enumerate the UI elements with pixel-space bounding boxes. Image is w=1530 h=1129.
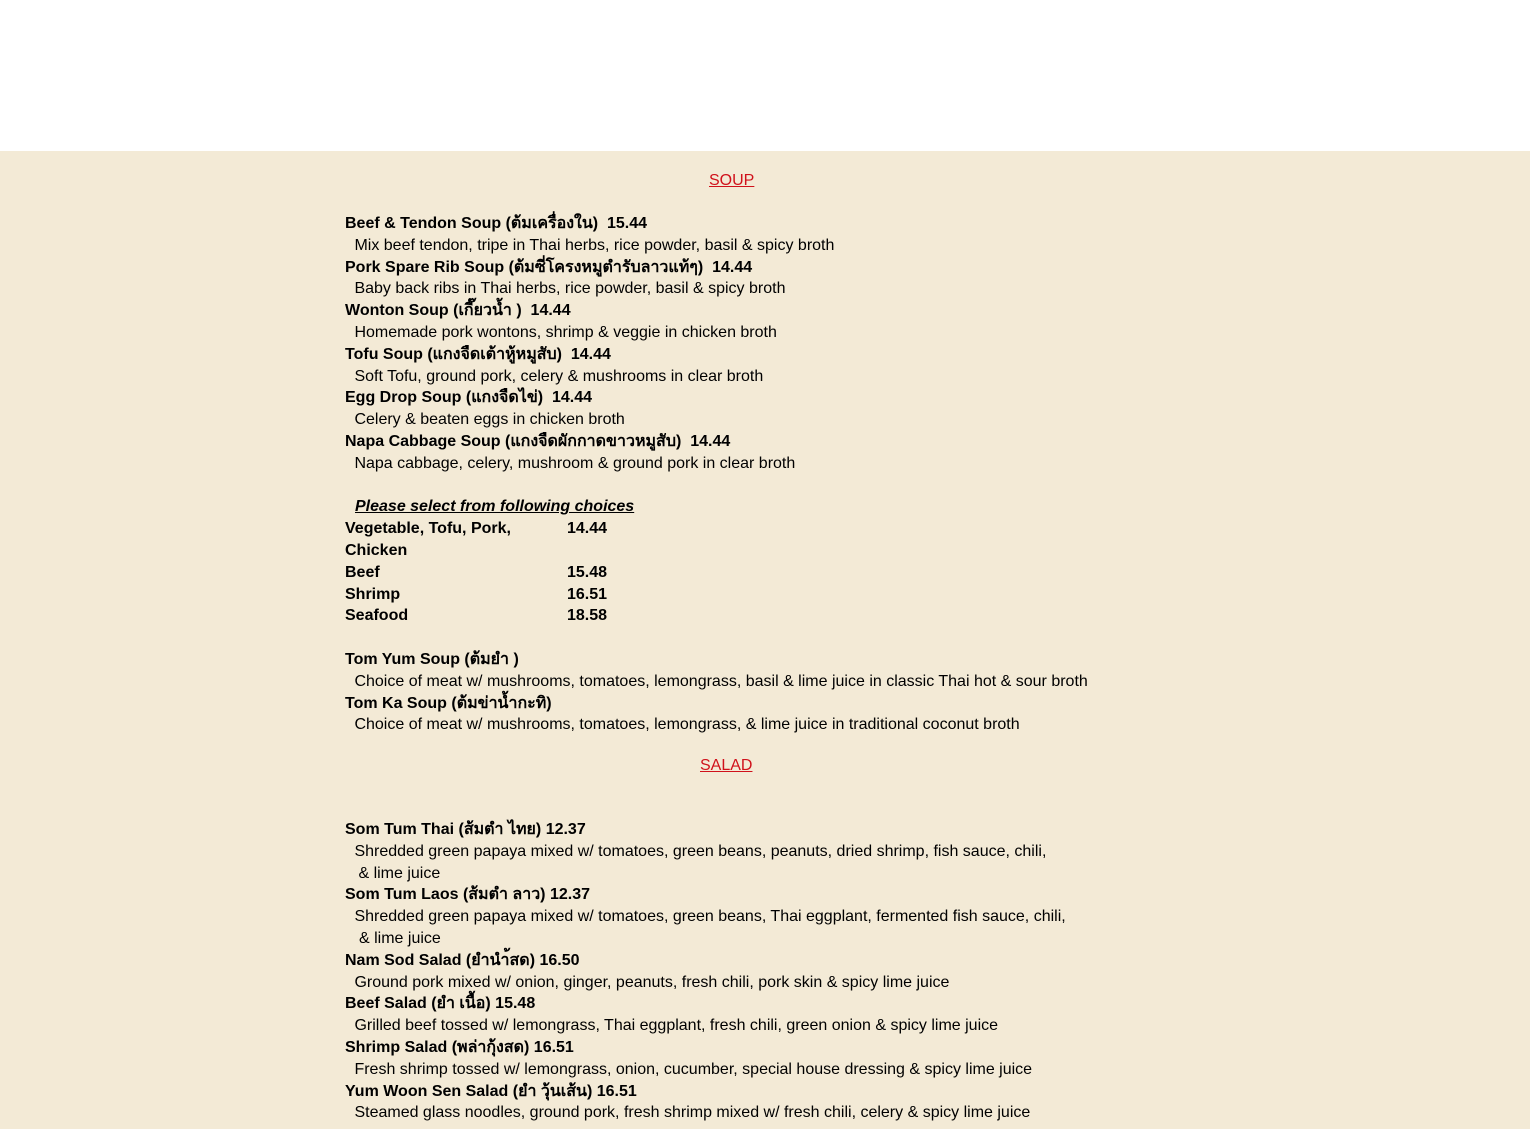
menu-item-desc: & lime juice bbox=[354, 864, 441, 882]
soup-title: SOUP bbox=[709, 172, 755, 189]
choice-name: Vegetable, Tofu, Pork, Chicken bbox=[345, 520, 511, 559]
menu-item-desc: Homemade pork wontons, shrimp & veggie in chicken broth bbox=[350, 323, 777, 341]
menu-item-desc: Ground pork mixed w/ onion, ginger, peanuts, fresh chili, pork skin & spicy lime juice bbox=[350, 973, 950, 991]
menu-item-name: Beef Salad (ยำ เนื้อ) 15.48 bbox=[345, 995, 536, 1013]
menu-item-desc: Baby back ribs in Thai herbs, rice powder, basil & spicy broth bbox=[350, 280, 786, 298]
choice-row bbox=[345, 562, 1088, 584]
menu-item-desc: Shredded green papaya mixed w/ tomatoes, green beans, peanuts, dried shrimp, fish sauce, chili, bbox=[350, 842, 1047, 860]
menu-item-desc: & lime juice bbox=[359, 929, 441, 947]
soup-list bbox=[345, 213, 1088, 736]
menu-item-name: Beef & Tendon Soup (ต้มเครื่องใน) 15.44 bbox=[345, 215, 648, 232]
choice-price: 15.48 bbox=[567, 563, 608, 581]
menu-item-name: Tom Yum Soup (ต้มยำ ) bbox=[345, 650, 519, 668]
choice-name: Shrimp bbox=[345, 585, 401, 603]
choice-row bbox=[345, 518, 1088, 562]
menu-item-name: Som Tum Thai (ส้มตำ ไทย) 12.37 bbox=[345, 821, 586, 838]
menu-item-desc: Mix beef tendon, tripe in Thai herbs, rice powder, basil & spicy broth bbox=[350, 236, 835, 254]
menu-item-name: Tom Ka Soup (ต้มข่าน้ำกะทิ) bbox=[345, 694, 552, 712]
menu-item-name: Egg Drop Soup (แกงจืดไข่) 14.44 bbox=[345, 389, 593, 407]
header-band bbox=[0, 0, 1530, 151]
menu-item-desc: Choice of meat w/ mushrooms, tomatoes, lemongrass, & lime juice in traditional coconut broth bbox=[350, 716, 1020, 734]
menu-item-desc: Grilled beef tossed w/ lemongrass, Thai eggplant, fresh chili, green onion & spicy lime juice bbox=[350, 1017, 999, 1035]
menu-item-name: Wonton Soup (เกี๊ยวน้ำ ) 14.44 bbox=[345, 302, 571, 320]
menu-item-name: Som Tum Laos (ส้มตำ ลาว) 12.37 bbox=[345, 886, 590, 904]
choice-price: 16.51 bbox=[567, 585, 608, 603]
menu-item-desc: Steamed glass noodles, ground pork, fresh shrimp mixed w/ fresh chili, celery & spicy lime juice bbox=[350, 1104, 1031, 1122]
menu-item-name: Tofu Soup (แกงจืดเต้าหู้หมูสับ) 14.44 bbox=[345, 345, 611, 363]
choice-name: Seafood bbox=[345, 607, 409, 625]
menu-item-name: Nam Sod Salad (ยำนำ้สด) 16.50 bbox=[345, 951, 580, 969]
menu-item-desc: Fresh shrimp tossed w/ lemongrass, onion, cucumber, special house dressing & spicy lime juice bbox=[350, 1060, 1033, 1078]
choice-row bbox=[345, 605, 1088, 627]
salad-list bbox=[345, 819, 1066, 1124]
choice-price: 18.58 bbox=[567, 607, 608, 625]
menu-item-name: Yum Woon Sen Salad (ยำ วุ้นเส้น) 16.51 bbox=[345, 1082, 637, 1100]
choices-header: Please select from following choices bbox=[355, 498, 635, 516]
choice-row bbox=[345, 584, 1088, 606]
menu-item-desc: Napa cabbage, celery, mushroom & ground pork in clear broth bbox=[350, 454, 796, 472]
menu-item-desc: Shredded green papaya mixed w/ tomatoes, green beans, Thai eggplant, fermented fish sauce, chili, bbox=[350, 908, 1066, 926]
menu-item-name: Pork Spare Rib Soup (ต้มซี่โครงหมูตำรับลาวแท้ๆ) 14.44 bbox=[345, 258, 753, 276]
menu-item-name: Napa Cabbage Soup (แกงจืดผักกาดขาวหมูสับ) 14.44 bbox=[345, 432, 731, 450]
menu-item-desc: Soft Tofu, ground pork, celery & mushrooms in clear broth bbox=[350, 367, 764, 385]
choice-price: 14.44 bbox=[567, 520, 608, 538]
menu-item-desc: Choice of meat w/ mushrooms, tomatoes, lemongrass, basil & lime juice in classic Thai hot & sour broth bbox=[350, 672, 1088, 690]
menu-item-desc: Celery & beaten eggs in chicken broth bbox=[350, 411, 625, 429]
choice-name: Beef bbox=[345, 563, 380, 581]
menu-item-name: Shrimp Salad (พล่ากุ้งสด) 16.51 bbox=[345, 1038, 574, 1056]
salad-title: SALAD bbox=[700, 757, 753, 774]
menu-content bbox=[0, 151, 1530, 1129]
